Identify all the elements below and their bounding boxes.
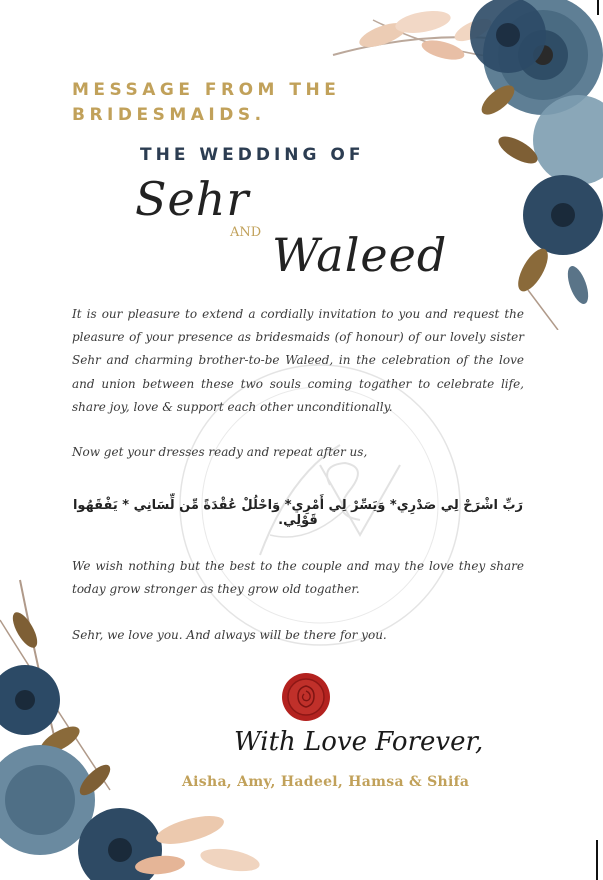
bride-name: Sehr [135, 172, 250, 226]
arabic-prayer: رَبِّ اشْرَحْ لِي صَدْرِي* وَيَسِّرْ لِي أَمْرِي* وَاحْلُلْ عُقْدَةً مِّن لِّسَانِي * يَفْقَهُوا قَوْلِي. [72, 498, 524, 528]
closing-paragraph: Sehr, we love you. And always will be there for you. [72, 628, 387, 642]
signoff: With Love Forever, [234, 727, 484, 757]
wishes-paragraph: We wish nothing but the best to the couple and may the love they share today grow stronger as they grow old togather. [72, 559, 524, 597]
signers-list: Aisha, Amy, Hadeel, Hamsa & Shifa [182, 774, 470, 790]
wax-seal-rose-icon [281, 672, 331, 722]
instruction-paragraph: Now get your dresses ready and repeat after us, [72, 445, 368, 459]
heading-line-1: MESSAGE FROM THE [72, 80, 341, 100]
invitation-paragraph: It is our pleasure to extend a cordially invitation to you and request the pleasure of your presence as bridesmaids (of honour) of our lovely sister Sehr and charming brother-to-be Waleed, in the celebration of the love and union between these two souls coming togather to celebrate life, share joy, love & support each other unconditionally. [72, 307, 524, 414]
heading-line-2: BRIDESMAIDS. [72, 105, 266, 125]
and-connector: AND [230, 225, 262, 240]
edge-divider [596, 840, 598, 880]
wedding-subheading: THE WEDDING OF [140, 145, 365, 165]
groom-name: Waleed [272, 228, 448, 282]
page-heading [72, 78, 362, 128]
